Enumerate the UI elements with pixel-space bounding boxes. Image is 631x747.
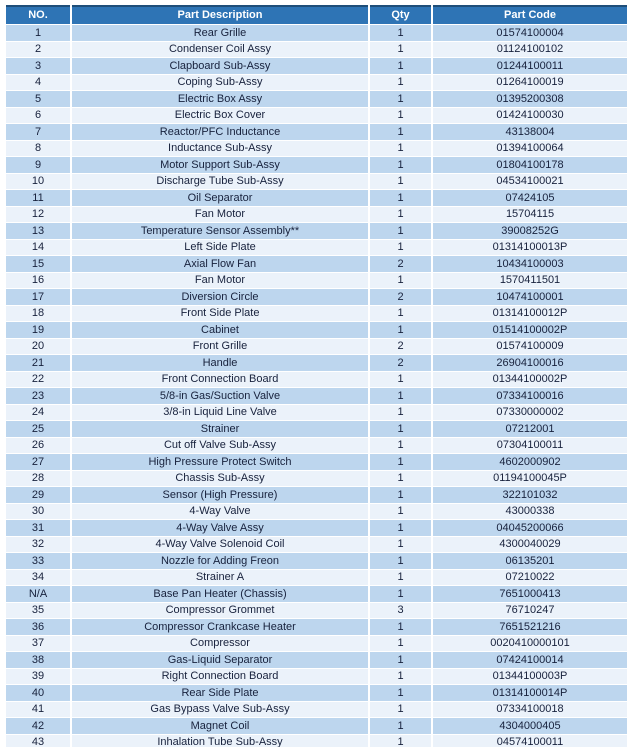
cell-part-code: 07304100011 xyxy=(433,438,627,454)
cell-part-code: 01314100014P xyxy=(433,685,627,701)
cell-no: 1 xyxy=(6,25,70,41)
table-row xyxy=(6,124,627,140)
cell-part-code: 01314100013P xyxy=(433,240,627,256)
table-row xyxy=(6,520,627,536)
cell-qty: 1 xyxy=(370,25,431,41)
cell-qty: 1 xyxy=(370,273,431,289)
cell-qty: 1 xyxy=(370,553,431,569)
table-row xyxy=(6,355,627,371)
cell-no: 13 xyxy=(6,223,70,239)
cell-description: Gas Bypass Valve Sub-Assy xyxy=(72,702,368,718)
cell-qty: 1 xyxy=(370,157,431,173)
cell-part-code: 15704115 xyxy=(433,207,627,223)
cell-qty: 1 xyxy=(370,438,431,454)
column-header-part-code: Part Code xyxy=(433,5,627,24)
table-row xyxy=(6,718,627,734)
cell-part-code: 01424100030 xyxy=(433,108,627,124)
cell-part-code: 43138004 xyxy=(433,124,627,140)
table-row xyxy=(6,306,627,322)
table-row xyxy=(6,207,627,223)
cell-description: Sensor (High Pressure) xyxy=(72,487,368,503)
cell-no: 14 xyxy=(6,240,70,256)
cell-part-code: 07424100014 xyxy=(433,652,627,668)
column-header-no: NO. xyxy=(6,5,70,24)
cell-part-code: 43000338 xyxy=(433,504,627,520)
cell-no: 7 xyxy=(6,124,70,140)
cell-description: 4-Way Valve Assy xyxy=(72,520,368,536)
table-row xyxy=(6,735,627,747)
cell-description: Inductance Sub-Assy xyxy=(72,141,368,157)
column-header-qty: Qty xyxy=(370,5,431,24)
cell-description: Compressor Crankcase Heater xyxy=(72,619,368,635)
cell-no: 40 xyxy=(6,685,70,701)
table-row xyxy=(6,471,627,487)
cell-description: Oil Separator xyxy=(72,190,368,206)
cell-description: Gas-Liquid Separator xyxy=(72,652,368,668)
cell-no: 21 xyxy=(6,355,70,371)
cell-part-code: 07212001 xyxy=(433,421,627,437)
table-row xyxy=(6,537,627,553)
cell-no: 28 xyxy=(6,471,70,487)
parts-table xyxy=(4,4,629,747)
table-row xyxy=(6,339,627,355)
cell-part-code: 7651000413 xyxy=(433,586,627,602)
cell-no: 24 xyxy=(6,405,70,421)
cell-no: 4 xyxy=(6,75,70,91)
cell-no: 15 xyxy=(6,256,70,272)
cell-qty: 1 xyxy=(370,388,431,404)
cell-part-code: 1570411501 xyxy=(433,273,627,289)
cell-qty: 1 xyxy=(370,669,431,685)
cell-no: 43 xyxy=(6,735,70,747)
cell-qty: 1 xyxy=(370,619,431,635)
cell-part-code: 10434100003 xyxy=(433,256,627,272)
cell-description: Fan Motor xyxy=(72,273,368,289)
cell-no: 22 xyxy=(6,372,70,388)
cell-description: 5/8-in Gas/Suction Valve xyxy=(72,388,368,404)
table-row xyxy=(6,223,627,239)
cell-part-code: 4300040029 xyxy=(433,537,627,553)
cell-qty: 1 xyxy=(370,240,431,256)
cell-description: Front Connection Board xyxy=(72,372,368,388)
table-row xyxy=(6,421,627,437)
cell-part-code: 01574100009 xyxy=(433,339,627,355)
table-row xyxy=(6,108,627,124)
table-row xyxy=(6,157,627,173)
table-row xyxy=(6,586,627,602)
cell-part-code: 06135201 xyxy=(433,553,627,569)
cell-qty: 2 xyxy=(370,339,431,355)
cell-no: 26 xyxy=(6,438,70,454)
table-row xyxy=(6,504,627,520)
table-row xyxy=(6,289,627,305)
cell-no: 39 xyxy=(6,669,70,685)
cell-qty: 1 xyxy=(370,471,431,487)
cell-description: Inhalation Tube Sub-Assy xyxy=(72,735,368,747)
cell-qty: 1 xyxy=(370,652,431,668)
cell-part-code: 39008252G xyxy=(433,223,627,239)
cell-qty: 3 xyxy=(370,603,431,619)
cell-qty: 1 xyxy=(370,91,431,107)
cell-no: 38 xyxy=(6,652,70,668)
cell-description: Clapboard Sub-Assy xyxy=(72,58,368,74)
table-row xyxy=(6,256,627,272)
cell-description: Magnet Coil xyxy=(72,718,368,734)
cell-description: Front Grille xyxy=(72,339,368,355)
table-row xyxy=(6,487,627,503)
cell-description: 4-Way Valve xyxy=(72,504,368,520)
cell-no: 30 xyxy=(6,504,70,520)
cell-no: 17 xyxy=(6,289,70,305)
cell-description: Cabinet xyxy=(72,322,368,338)
table-row xyxy=(6,91,627,107)
table-row xyxy=(6,372,627,388)
cell-no: 19 xyxy=(6,322,70,338)
cell-part-code: 01244100011 xyxy=(433,58,627,74)
cell-description: Fan Motor xyxy=(72,207,368,223)
cell-qty: 1 xyxy=(370,42,431,58)
cell-part-code: 01264100019 xyxy=(433,75,627,91)
cell-part-code: 7651521216 xyxy=(433,619,627,635)
table-row xyxy=(6,273,627,289)
cell-qty: 1 xyxy=(370,322,431,338)
cell-part-code: 0020410000101 xyxy=(433,636,627,652)
cell-description: Handle xyxy=(72,355,368,371)
table-row xyxy=(6,553,627,569)
table-header-row xyxy=(6,5,627,24)
cell-qty: 1 xyxy=(370,58,431,74)
cell-part-code: 01124100102 xyxy=(433,42,627,58)
cell-part-code: 01394100064 xyxy=(433,141,627,157)
cell-no: 12 xyxy=(6,207,70,223)
cell-qty: 1 xyxy=(370,174,431,190)
cell-no: 8 xyxy=(6,141,70,157)
table-row xyxy=(6,25,627,41)
cell-part-code: 07210022 xyxy=(433,570,627,586)
cell-part-code: 01194100045P xyxy=(433,471,627,487)
cell-part-code: 04534100021 xyxy=(433,174,627,190)
cell-qty: 1 xyxy=(370,306,431,322)
cell-part-code: 07424105 xyxy=(433,190,627,206)
cell-no: 18 xyxy=(6,306,70,322)
cell-no: 23 xyxy=(6,388,70,404)
table-row xyxy=(6,652,627,668)
table-row xyxy=(6,702,627,718)
cell-no: 2 xyxy=(6,42,70,58)
cell-qty: 1 xyxy=(370,570,431,586)
cell-no: 35 xyxy=(6,603,70,619)
cell-description: Cut off Valve Sub-Assy xyxy=(72,438,368,454)
cell-qty: 1 xyxy=(370,141,431,157)
cell-description: 3/8-in Liquid Line Valve xyxy=(72,405,368,421)
table-body xyxy=(6,25,627,747)
cell-description: Compressor xyxy=(72,636,368,652)
cell-qty: 1 xyxy=(370,405,431,421)
cell-description: Coping Sub-Assy xyxy=(72,75,368,91)
cell-description: Compressor Grommet xyxy=(72,603,368,619)
cell-qty: 1 xyxy=(370,718,431,734)
cell-no: 37 xyxy=(6,636,70,652)
cell-no: 3 xyxy=(6,58,70,74)
cell-description: Left Side Plate xyxy=(72,240,368,256)
table-row xyxy=(6,603,627,619)
cell-part-code: 07334100016 xyxy=(433,388,627,404)
cell-qty: 1 xyxy=(370,124,431,140)
cell-no: 16 xyxy=(6,273,70,289)
cell-part-code: 04574100011 xyxy=(433,735,627,747)
cell-no: N/A xyxy=(6,586,70,602)
table-row xyxy=(6,174,627,190)
cell-description: Strainer A xyxy=(72,570,368,586)
table-row xyxy=(6,141,627,157)
cell-no: 31 xyxy=(6,520,70,536)
cell-qty: 1 xyxy=(370,421,431,437)
cell-qty: 2 xyxy=(370,289,431,305)
column-header-description: Part Description xyxy=(72,5,368,24)
cell-qty: 1 xyxy=(370,702,431,718)
cell-description: Temperature Sensor Assembly** xyxy=(72,223,368,239)
cell-part-code: 4602000902 xyxy=(433,454,627,470)
cell-no: 10 xyxy=(6,174,70,190)
cell-description: Nozzle for Adding Freon xyxy=(72,553,368,569)
cell-qty: 1 xyxy=(370,504,431,520)
table-row xyxy=(6,190,627,206)
cell-qty: 1 xyxy=(370,537,431,553)
cell-part-code: 01314100012P xyxy=(433,306,627,322)
cell-no: 11 xyxy=(6,190,70,206)
cell-description: Axial Flow Fan xyxy=(72,256,368,272)
cell-part-code: 07334100018 xyxy=(433,702,627,718)
cell-qty: 1 xyxy=(370,372,431,388)
table-row xyxy=(6,669,627,685)
cell-description: Discharge Tube Sub-Assy xyxy=(72,174,368,190)
cell-part-code: 01574100004 xyxy=(433,25,627,41)
cell-qty: 1 xyxy=(370,108,431,124)
cell-qty: 2 xyxy=(370,256,431,272)
cell-qty: 1 xyxy=(370,520,431,536)
table-row xyxy=(6,454,627,470)
cell-qty: 1 xyxy=(370,636,431,652)
cell-description: Base Pan Heater (Chassis) xyxy=(72,586,368,602)
cell-qty: 1 xyxy=(370,223,431,239)
cell-no: 5 xyxy=(6,91,70,107)
cell-description: Right Connection Board xyxy=(72,669,368,685)
cell-description: Electric Box Cover xyxy=(72,108,368,124)
cell-no: 6 xyxy=(6,108,70,124)
cell-no: 27 xyxy=(6,454,70,470)
table-header xyxy=(6,5,627,24)
cell-part-code: 10474100001 xyxy=(433,289,627,305)
cell-qty: 2 xyxy=(370,355,431,371)
cell-no: 33 xyxy=(6,553,70,569)
cell-description: Diversion Circle xyxy=(72,289,368,305)
table-row xyxy=(6,438,627,454)
cell-part-code: 01344100002P xyxy=(433,372,627,388)
cell-no: 41 xyxy=(6,702,70,718)
cell-description: 4-Way Valve Solenoid Coil xyxy=(72,537,368,553)
cell-no: 29 xyxy=(6,487,70,503)
cell-part-code: 04045200066 xyxy=(433,520,627,536)
table-row xyxy=(6,405,627,421)
cell-description: Chassis Sub-Assy xyxy=(72,471,368,487)
cell-part-code: 01804100178 xyxy=(433,157,627,173)
cell-part-code: 01395200308 xyxy=(433,91,627,107)
table-row xyxy=(6,388,627,404)
table-row xyxy=(6,75,627,91)
cell-description: Front Side Plate xyxy=(72,306,368,322)
cell-part-code: 26904100016 xyxy=(433,355,627,371)
cell-part-code: 4304000405 xyxy=(433,718,627,734)
cell-description: High Pressure Protect Switch xyxy=(72,454,368,470)
cell-part-code: 01344100003P xyxy=(433,669,627,685)
cell-description: Rear Side Plate xyxy=(72,685,368,701)
cell-part-code: 322101032 xyxy=(433,487,627,503)
cell-qty: 1 xyxy=(370,586,431,602)
table-row xyxy=(6,58,627,74)
table-row xyxy=(6,685,627,701)
cell-qty: 1 xyxy=(370,487,431,503)
cell-description: Electric Box Assy xyxy=(72,91,368,107)
table-row xyxy=(6,42,627,58)
table-row xyxy=(6,636,627,652)
table-row xyxy=(6,619,627,635)
table-row xyxy=(6,570,627,586)
table-row xyxy=(6,322,627,338)
cell-part-code: 07330000002 xyxy=(433,405,627,421)
cell-description: Condenser Coil Assy xyxy=(72,42,368,58)
cell-qty: 1 xyxy=(370,685,431,701)
cell-no: 9 xyxy=(6,157,70,173)
cell-no: 36 xyxy=(6,619,70,635)
cell-no: 25 xyxy=(6,421,70,437)
cell-qty: 1 xyxy=(370,454,431,470)
cell-no: 20 xyxy=(6,339,70,355)
cell-part-code: 01514100002P xyxy=(433,322,627,338)
cell-qty: 1 xyxy=(370,75,431,91)
cell-part-code: 76710247 xyxy=(433,603,627,619)
cell-description: Motor Support Sub-Assy xyxy=(72,157,368,173)
cell-no: 42 xyxy=(6,718,70,734)
cell-no: 32 xyxy=(6,537,70,553)
cell-qty: 1 xyxy=(370,207,431,223)
cell-description: Rear Grille xyxy=(72,25,368,41)
cell-description: Strainer xyxy=(72,421,368,437)
cell-qty: 1 xyxy=(370,190,431,206)
cell-qty: 1 xyxy=(370,735,431,747)
cell-no: 34 xyxy=(6,570,70,586)
cell-description: Reactor/PFC Inductance xyxy=(72,124,368,140)
table-row xyxy=(6,240,627,256)
